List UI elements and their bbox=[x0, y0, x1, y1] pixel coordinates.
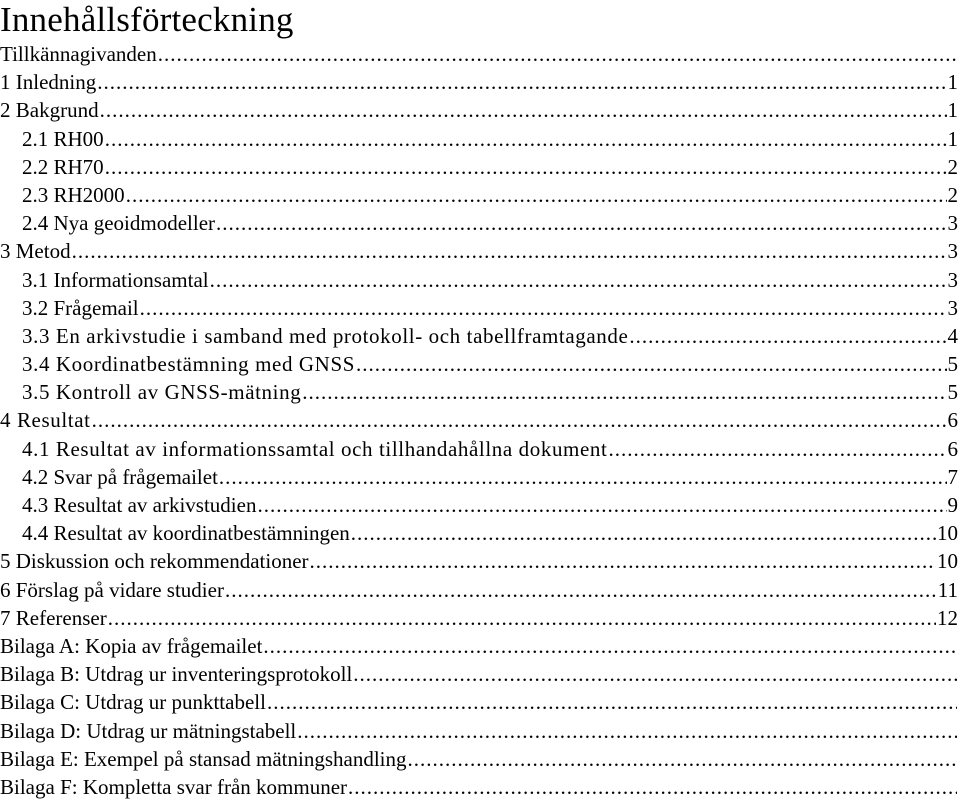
toc-entry[interactable] bbox=[0, 491, 958, 519]
toc-dot-leader bbox=[353, 660, 957, 688]
toc-dot-leader bbox=[100, 96, 947, 124]
toc-title: Innehållsförteckning bbox=[0, 0, 294, 39]
toc-entry-label: Bilaga A: Kopia av frågemailet bbox=[0, 633, 263, 658]
toc-entry-label: Bilaga E: Exempel på stansad mätningshandling bbox=[0, 746, 407, 771]
toc-entry[interactable] bbox=[0, 576, 958, 604]
toc-entry[interactable] bbox=[0, 435, 958, 463]
toc-entry-label: 2 Bakgrund bbox=[0, 98, 99, 123]
toc-dot-leader bbox=[356, 350, 946, 378]
toc-entry-label: 4.4 Resultat av koordinatbestämningen bbox=[22, 521, 350, 546]
toc-entry[interactable] bbox=[0, 717, 958, 745]
toc-entry-label: 4 Resultat bbox=[0, 408, 91, 433]
toc-dot-leader bbox=[310, 547, 936, 575]
toc-dot-leader bbox=[210, 266, 947, 294]
toc-entry-label: 7 Referenser bbox=[0, 605, 107, 630]
toc-entry-page: 5 bbox=[947, 352, 958, 377]
toc-dot-leader bbox=[140, 294, 947, 322]
toc-entry-label: Tillkännagivanden bbox=[0, 42, 157, 66]
toc-entry-label: Bilaga B: Utdrag ur inventeringsprotokoll bbox=[0, 662, 353, 687]
toc-dot-leader bbox=[608, 435, 946, 463]
toc-entry-label: 2.3 RH2000 bbox=[22, 182, 125, 207]
toc-entry-label: 4.2 Svar på frågemailet bbox=[22, 464, 218, 489]
toc-dot-leader bbox=[105, 153, 947, 181]
toc-entry[interactable] bbox=[0, 660, 958, 688]
toc-entry[interactable] bbox=[0, 294, 958, 322]
toc-entry-label: 2.1 RH00 bbox=[22, 126, 104, 151]
toc-entry[interactable] bbox=[0, 266, 958, 294]
toc-entry-label: 3.3 En arkivstudie i samband med protokoll- och tabellframtagande bbox=[22, 323, 629, 348]
toc-dot-leader bbox=[302, 378, 946, 406]
toc-dot-leader bbox=[216, 209, 946, 237]
toc-entry-page: 1 bbox=[947, 70, 958, 95]
toc-entry[interactable] bbox=[0, 237, 958, 265]
toc-dot-leader bbox=[126, 181, 947, 209]
toc-entry[interactable] bbox=[0, 322, 958, 350]
toc-entry[interactable] bbox=[0, 547, 958, 575]
toc-dot-leader bbox=[219, 463, 947, 491]
toc-dot-leader bbox=[297, 717, 957, 745]
toc-dot-leader bbox=[351, 519, 936, 547]
toc-entry-page: 9 bbox=[947, 493, 958, 517]
toc-dot-leader bbox=[348, 773, 957, 801]
toc-entry[interactable] bbox=[0, 40, 958, 68]
toc-entry-label: 3.1 Informationsamtal bbox=[22, 267, 209, 292]
toc-dot-leader bbox=[225, 576, 937, 604]
toc-entry[interactable] bbox=[0, 745, 958, 773]
toc-dot-leader bbox=[267, 688, 957, 716]
toc-entry-page: 10 bbox=[937, 549, 958, 574]
toc-entry-label: 4.1 Resultat av informationssamtal och tillhandahållna dokument bbox=[22, 436, 608, 461]
toc-entry[interactable] bbox=[0, 463, 958, 491]
toc-entry-label: Bilaga F: Kompletta svar från kommuner bbox=[0, 774, 348, 799]
toc-entry[interactable] bbox=[0, 773, 958, 801]
toc-entry-page: 5 bbox=[947, 380, 958, 405]
toc-entry-page: 3 bbox=[947, 239, 958, 264]
toc-entry-page: 2 bbox=[947, 154, 958, 179]
toc-dot-leader bbox=[92, 406, 947, 434]
toc-entry-page: 10 bbox=[937, 521, 958, 546]
toc-entry-page: 11 bbox=[937, 577, 958, 602]
toc-dot-leader bbox=[629, 322, 946, 350]
toc-entry-page: 3 bbox=[947, 211, 958, 236]
toc-entry-label: 3.5 Kontroll av GNSS-mätning bbox=[22, 380, 302, 405]
toc-dot-leader bbox=[257, 491, 946, 519]
toc-dot-leader bbox=[97, 68, 946, 96]
toc-entry[interactable] bbox=[0, 125, 958, 153]
toc-entry-page: 3 bbox=[947, 267, 958, 292]
toc-entry[interactable] bbox=[0, 632, 958, 660]
toc-entry-page: 1 bbox=[947, 98, 958, 123]
toc-dot-leader bbox=[408, 745, 958, 773]
toc-dot-leader bbox=[158, 40, 957, 68]
toc-entry-label: 1 Inledning bbox=[0, 70, 97, 95]
toc-entry-label: Bilaga D: Utdrag ur mätningstabell bbox=[0, 718, 297, 743]
toc-entry[interactable] bbox=[0, 406, 958, 434]
toc-entry-page: 4 bbox=[947, 323, 958, 348]
toc-entry[interactable] bbox=[0, 209, 958, 237]
toc-entry[interactable] bbox=[0, 688, 958, 716]
toc-dot-leader bbox=[105, 125, 947, 153]
toc-entry-page: 2 bbox=[947, 182, 958, 207]
toc-entry-page: 6 bbox=[947, 408, 958, 433]
toc-entry-label: 3 Metod bbox=[0, 239, 71, 264]
toc-entry[interactable] bbox=[0, 181, 958, 209]
toc-dot-leader bbox=[263, 632, 957, 660]
toc-dot-leader bbox=[72, 237, 947, 265]
toc-entry-label: 4.3 Resultat av arkivstudien bbox=[22, 493, 257, 517]
toc-entry[interactable] bbox=[0, 153, 958, 181]
toc-entry-label: 5 Diskussion och rekommendationer bbox=[0, 549, 309, 574]
toc-entry[interactable] bbox=[0, 96, 958, 124]
toc-list bbox=[0, 40, 958, 801]
toc-entry-label: 2.2 RH70 bbox=[22, 154, 104, 179]
toc-entry[interactable] bbox=[0, 350, 958, 378]
toc-entry-label: 3.2 Frågemail bbox=[22, 295, 139, 320]
toc-entry-page: 3 bbox=[947, 295, 958, 320]
toc-entry-label: 2.4 Nya geoidmodeller bbox=[22, 211, 216, 236]
toc-entry[interactable] bbox=[0, 68, 958, 96]
toc-entry[interactable] bbox=[0, 604, 958, 632]
toc-entry-page: 6 bbox=[947, 436, 958, 461]
toc-entry[interactable] bbox=[0, 378, 958, 406]
toc-entry-page: 1 bbox=[947, 126, 958, 151]
toc-entry-page: 12 bbox=[937, 605, 958, 630]
toc-dot-leader bbox=[108, 604, 936, 632]
toc-entry-label: Bilaga C: Utdrag ur punkttabell bbox=[0, 690, 266, 715]
toc-entry-label: 3.4 Koordinatbestämning med GNSS bbox=[22, 352, 356, 377]
toc-entry-label: 6 Förslag på vidare studier bbox=[0, 577, 224, 602]
toc-entry[interactable] bbox=[0, 519, 958, 547]
toc-entry-page: 7 bbox=[947, 464, 958, 489]
